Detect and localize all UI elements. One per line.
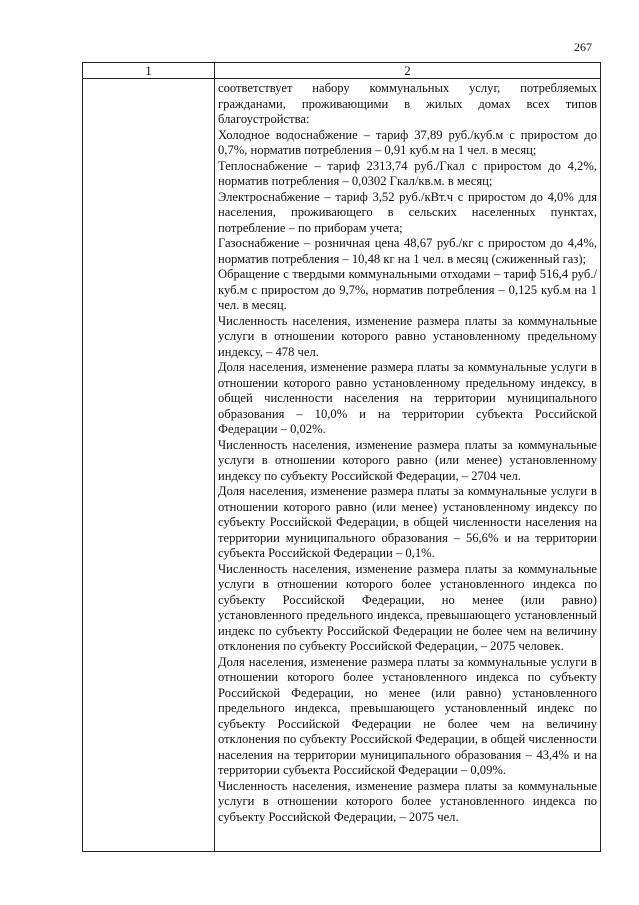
paragraph-population-above-subject-index: Численность населения, изменение размера платы за коммунальные услуги в отношении которого более установленного индекса по субъекту Российской Федерации, – 2075 чел. [218, 778, 597, 824]
paragraph-population-equal-limit: Численность населения, изменение размера платы за коммунальные услуги в отношении которого равно установленному предельному индексу, – 478 чел. [218, 313, 597, 359]
table-header-row [83, 63, 600, 79]
column-1-header: 1 [145, 63, 152, 78]
paragraph-share-above-index: Доля населения, изменение размера платы за коммунальные услуги в отношении которого более установленного индекса по субъекту Российской Федерации, но менее (или равно) установленного предельного индекса, превышающего установленный индекс по субъекту Российской Федерации не более чем на величину отклонения по субъекту Российской Федерации, в общей численности населения на территории муниципального образования – 43,4% и на территории субъекта Российской Федерации – 0,09%. [218, 654, 597, 777]
paragraph-share-equal-or-less: Доля населения, изменение размера платы за коммунальные услуги в отношении которого равно (или менее) установленному индексу по субъекту Российской Федерации, в общей численности населения на территории муниципального образования – 56,6% и на территории субъекта Российской Федерации – 0,1%. [218, 484, 597, 560]
column-2-content [218, 81, 597, 825]
paragraph-cold-water: Холодное водоснабжение – тариф 37,89 руб./куб.м с приростом до 0,7%, норматив потребления – 0,91 куб.м на 1 чел. в месяц; [218, 127, 597, 157]
paragraph-share-equal-limit: Доля населения, изменение размера платы за коммунальные услуги в отношении которого равно установленному предельному индексу, в общей численности населения на территории муниципального образования – 10,0% и на территории субъекта Российской Федерации – 0,02%. [218, 360, 597, 436]
page-number: 267 [574, 40, 592, 54]
column-2-header: 2 [404, 63, 411, 78]
paragraph-electricity: Электроснабжение – тариф 3,52 руб./кВт.ч с приростом до 4,0% для населения, проживающего в сельских населенных пунктах, потребление – по приборам учета; [218, 189, 597, 235]
paragraph-population-above-index: Численность населения, изменение размера платы за коммунальные услуги в отношении которого более установленного индекса по субъекту Российской Федерации, но менее (или равно) установленного предельного индекса, превышающего установленный индекс по субъекту Российской Федерации не более чем на величину отклонения по субъекту Российской Федерации, – 2075 человек. [218, 561, 597, 653]
paragraph-gas: Газоснабжение – розничная цена 48,67 руб./кг с приростом до 4,4%, норматив потребления – 10,48 кг на 1 чел. в месяц (сжиженный газ); [218, 236, 597, 266]
paragraph-intro: соответствует набору коммунальных услуг, потребляемых гражданами, проживающими в жилых домах всех типов благоустройства: [218, 81, 597, 126]
paragraph-population-equal-or-less: Численность населения, изменение размера платы за коммунальные услуги в отношении которого равно (или менее) установленному индексу по субъекту Российской Федерации, – 2704 чел. [218, 437, 597, 483]
paragraph-waste: Обращение с твердыми коммунальными отходами – тариф 516,4 руб./куб.м с приростом до 9,7%, норматив потребления – 0,125 куб.м на 1 чел. в месяц. [218, 267, 597, 312]
content-table [82, 62, 601, 852]
paragraph-heating: Теплоснабжение – тариф 2313,74 руб./Гкал с приростом до 4,2%, норматив потребления – 0,0302 Гкал/кв.м. в месяц; [218, 158, 597, 188]
column-divider [214, 63, 215, 851]
